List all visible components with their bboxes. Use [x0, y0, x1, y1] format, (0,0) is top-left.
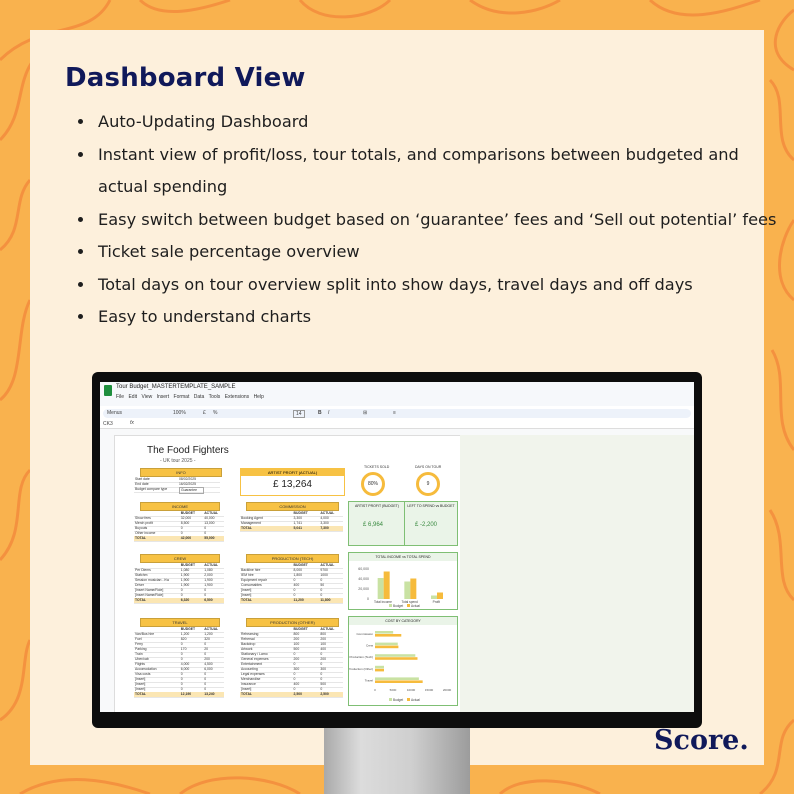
cost-by-category-chart [348, 616, 458, 706]
row-label: Fuel [135, 637, 142, 641]
cell-value[interactable]: 0 [180, 588, 183, 592]
travel-header: TRAVEL [140, 618, 220, 627]
chart-title: TOTAL INCOME vs TOTAL SPEND [349, 553, 457, 561]
cell-value[interactable]: 0 [204, 687, 207, 691]
production-other-header: PRODUCTION (OTHER) [246, 618, 339, 627]
cell-value[interactable]: 0 [180, 672, 183, 676]
row-label: TOTAL [241, 526, 252, 530]
cell-value[interactable]: 200 [293, 637, 300, 641]
cell-value[interactable]: 1,900 [180, 573, 190, 577]
budget-profit-value: £ 6,964 [363, 522, 384, 528]
cell-value[interactable]: 0 [204, 531, 207, 535]
cell-value[interactable]: BUDGET [180, 563, 196, 567]
row-label: Equipment repair [241, 578, 267, 582]
cell-value[interactable]: 0 [180, 682, 183, 686]
cell-value[interactable]: 4,000 [180, 662, 190, 666]
cell-value[interactable]: 0 [293, 662, 296, 666]
x-tick-label: 15000 [424, 688, 434, 692]
cell-value[interactable]: 55,000 [204, 536, 215, 540]
cell-value[interactable]: 1000 [320, 573, 328, 577]
income-header: INCOME [140, 502, 220, 511]
monitor-stand [324, 727, 470, 794]
left-to-spend-value: £ -2,200 [415, 522, 438, 528]
cell-value[interactable]: 6,000 [180, 667, 190, 671]
row-label: Driver [135, 583, 145, 587]
budget-profit-card [348, 501, 406, 546]
row-label: [Insert] [135, 687, 146, 691]
document-title[interactable]: Tour Budget_MASTERTEMPLATE_SAMPLE [116, 384, 236, 390]
cell-value[interactable]: 0 [180, 652, 183, 656]
cell-value[interactable]: 1,080 [180, 568, 190, 572]
row-label: Artwork [241, 647, 253, 651]
info-label: End date [135, 482, 149, 486]
cell-reference[interactable]: CK3 [103, 421, 113, 427]
info-table [134, 477, 220, 495]
row-label: TOTAL [241, 598, 252, 602]
sheets-logo-icon [104, 385, 112, 396]
row-label: Parking [135, 647, 147, 651]
bar-actual [384, 572, 390, 600]
artist-profit-card [240, 468, 345, 496]
cell-value[interactable]: ACTUAL [204, 563, 219, 567]
legend-label: Actual [411, 698, 420, 702]
row-label: Other income [135, 531, 156, 535]
cell-value[interactable]: 200 [293, 657, 300, 661]
row-label: Flights [135, 662, 145, 666]
row-label: Van/Bus hire [135, 632, 155, 636]
cell-value[interactable]: 6,500 [204, 598, 213, 602]
row-label: [Insert Name/Role] [135, 588, 164, 592]
cell-value[interactable]: 0 [180, 593, 183, 597]
row-label: Merchandise [241, 677, 261, 681]
row-label: IEM hire [241, 573, 254, 577]
cell-value[interactable]: 0 [320, 662, 323, 666]
table-row [240, 526, 343, 532]
percent-format-button[interactable]: % [213, 410, 218, 416]
chart-plot [349, 561, 457, 609]
row-label: Rehearsing [241, 632, 259, 636]
cell-value[interactable]: 42,000 [180, 536, 192, 540]
cell-value[interactable]: 1,900 [204, 578, 213, 582]
cell-value[interactable]: 4,500 [204, 662, 213, 666]
cell-value[interactable]: 800 [293, 632, 300, 636]
italic-icon[interactable]: I [328, 410, 330, 416]
info-header: INFO [140, 468, 222, 477]
bar-actual [375, 669, 384, 672]
cell-value[interactable]: 0 [320, 578, 323, 582]
row-label: Per Diems [135, 568, 151, 572]
cell-value[interactable]: ACTUAL [204, 627, 219, 631]
x-tick-label: 20000 [442, 688, 452, 692]
commission-header: COMMISSION [246, 502, 339, 511]
toolbar [103, 409, 691, 418]
row-label: Accomodation [135, 667, 157, 671]
borders-icon[interactable]: ⊞ [363, 410, 368, 416]
row-label: [Insert] [241, 687, 252, 691]
bar-budget [404, 582, 410, 600]
legend-label: Budget [393, 604, 404, 608]
row-label: Merch profit [135, 521, 153, 525]
cell-value[interactable]: 12,190 [180, 692, 192, 696]
info-label: Start date [135, 477, 150, 481]
x-tick-label: 10000 [406, 688, 416, 692]
align-icon[interactable]: ≡ [393, 410, 396, 416]
cell-value[interactable]: 0 [320, 593, 323, 597]
cell-value[interactable]: 6,000 [204, 667, 213, 671]
menu-extensions[interactable]: Extensions [224, 394, 250, 400]
menu-view[interactable]: View [141, 394, 153, 400]
tickets-sold-value: 80% [367, 481, 378, 487]
start-date-value[interactable]: 08/02/2025 [179, 477, 196, 481]
y-tick-label: 20,000 [358, 587, 369, 591]
cell-value[interactable]: 0 [180, 677, 183, 681]
table-row [134, 692, 224, 698]
cell-value[interactable]: 0 [180, 526, 183, 530]
tour-subtitle: - UK tour 2025 - [160, 458, 196, 464]
cell-value[interactable]: 400 [320, 647, 326, 651]
cell-value[interactable]: 0 [180, 642, 183, 646]
row-label: TOTAL [135, 692, 146, 696]
cell-value[interactable]: 100 [293, 642, 300, 646]
cell-value[interactable]: 0 [293, 652, 296, 656]
row-label: Visa costs [135, 672, 151, 676]
cell-value[interactable]: 0 [293, 593, 296, 597]
score-logo: Score. [654, 725, 749, 756]
cell-value[interactable]: 1,800 [293, 573, 303, 577]
chart-title: COST BY CATEGORY [349, 617, 457, 625]
cell-value[interactable]: 1,741 [293, 521, 303, 525]
cell-value[interactable]: 320 [204, 637, 210, 641]
cell-value[interactable]: 0 [320, 687, 323, 691]
row-label: Entertainment [241, 662, 263, 666]
cell-value[interactable]: 500 [293, 647, 300, 651]
cell-value[interactable]: ACTUAL [204, 511, 219, 515]
menu-file[interactable]: File [116, 394, 125, 400]
cell-value[interactable]: 9700 [320, 568, 328, 572]
cell-value[interactable]: 11,200 [293, 598, 304, 602]
cell-value[interactable]: 50 [320, 583, 325, 587]
artist-profit-value: £ 13,264 [273, 479, 312, 490]
budget-profit-label: ARTIST PROFIT (BUDGET) [355, 504, 399, 508]
menu-data[interactable]: Data [193, 394, 205, 400]
row-label: TOTAL [135, 598, 146, 602]
cell-value[interactable]: 4,000 [320, 516, 329, 520]
cell-value[interactable]: 170 [180, 647, 187, 651]
cell-value[interactable]: 0 [293, 677, 296, 681]
cell-value[interactable]: 20 [204, 647, 208, 651]
page-title: Dashboard View [65, 63, 306, 93]
cell-value[interactable]: 1,200 [180, 632, 190, 636]
row-label: Backline hire [241, 568, 261, 572]
row-label: Consumables [241, 583, 262, 587]
monitor [92, 372, 702, 728]
cell-value[interactable]: 0 [293, 588, 296, 592]
production-tech-table [240, 563, 343, 603]
cell-value[interactable]: 0 [180, 657, 183, 661]
table-row [240, 692, 343, 698]
info-label: Budget compare type [135, 487, 168, 491]
income-vs-spend-chart [348, 552, 458, 610]
cell-value[interactable]: ACTUAL [320, 511, 335, 515]
cell-value[interactable]: 0 [204, 672, 207, 676]
end-date-value[interactable]: 16/02/2025 [179, 482, 196, 486]
y-tick-label: Production (Tech) [349, 655, 373, 660]
cell-value[interactable]: 0 [180, 687, 183, 691]
cell-value[interactable]: 1,080 [204, 568, 213, 572]
cell-value[interactable]: 0 [204, 642, 207, 646]
bar-budget [375, 643, 398, 646]
cell-value[interactable]: BUDGET [180, 511, 196, 515]
row-label: Buyouts [135, 526, 148, 530]
row-label: [Insert] [241, 588, 252, 592]
commission-table [240, 511, 343, 531]
currency-format-button[interactable]: £ [203, 410, 206, 416]
menu-format[interactable]: Format [173, 394, 190, 400]
cell-value[interactable]: ACTUAL [320, 563, 335, 567]
row-label: Insurance [241, 682, 256, 686]
left-to-spend-card [404, 501, 458, 546]
budget-compare-dropdown[interactable]: Guarantee [179, 487, 204, 494]
cell-value[interactable]: 13,240 [204, 692, 215, 696]
cell-value[interactable]: 7,300 [320, 526, 329, 530]
row-label: [Insert Name/Role] [135, 593, 164, 597]
cell-value[interactable]: 300 [293, 667, 300, 671]
bar-actual [437, 593, 443, 600]
cell-value[interactable]: 13,000 [204, 521, 215, 525]
crew-table [134, 563, 224, 603]
table-row [134, 536, 224, 542]
row-headers [100, 435, 115, 712]
menu-edit[interactable]: Edit [128, 394, 138, 400]
cell-value[interactable]: 8,500 [180, 521, 190, 525]
cell-value[interactable]: BUDGET [293, 511, 308, 515]
cell-value[interactable]: 0 [204, 652, 207, 656]
legend-swatch [389, 604, 392, 607]
legend-swatch [407, 604, 410, 607]
bar-actual [410, 579, 416, 600]
cell-value[interactable]: 2,500 [293, 692, 303, 696]
row-label: Uber/cab [135, 657, 149, 661]
feature-item: • Auto-Updating Dashboard [95, 106, 785, 139]
row-label: Legal expenses [241, 672, 265, 676]
cell-value[interactable]: 0 [204, 593, 207, 597]
formula-bar [100, 420, 694, 429]
y-tick-label: Crew [365, 643, 373, 648]
feature-item: • Easy switch between budget based on ‘guarantee’ fees and ‘Sell out potential’ fees [95, 204, 785, 237]
y-tick-label: Production (Other) [349, 666, 373, 671]
bar-budget [431, 596, 437, 600]
crew-header: CREW [140, 554, 220, 563]
x-tick-label: Total income [374, 600, 392, 604]
income-table [134, 511, 224, 541]
cell-value[interactable]: 820 [180, 637, 187, 641]
search-menus-button[interactable]: Menus [107, 410, 123, 416]
artist-profit-label: ARTIST PROFIT (ACTUAL) [241, 469, 344, 476]
cell-value[interactable]: 1,900 [180, 583, 190, 587]
legend-label: Actual [411, 604, 420, 608]
row-label: Session musician - Kw [135, 578, 170, 582]
bar-actual [375, 634, 401, 637]
cell-value[interactable]: 0 [320, 588, 323, 592]
cell-value[interactable]: 0 [293, 687, 296, 691]
x-tick-label: Total spend [401, 600, 418, 604]
zoom-select[interactable]: 100% [173, 410, 186, 416]
row-label: General expenses [241, 657, 269, 661]
cell-value[interactable]: 0 [320, 652, 323, 656]
font-size-input[interactable]: 14 [293, 410, 305, 418]
cell-value[interactable]: 0 [320, 677, 323, 681]
menu-insert[interactable]: Insert [156, 394, 170, 400]
cell-value[interactable]: 0 [180, 531, 183, 535]
row-label: Rehersal [241, 637, 255, 641]
row-label: Backdrop [241, 642, 256, 646]
spreadsheet-screen [100, 382, 694, 712]
row-label: Ferry [135, 642, 143, 646]
band-title: The Food Fighters [147, 445, 229, 456]
table-row [134, 598, 224, 604]
cell-value[interactable]: 0 [204, 682, 207, 686]
menu-help[interactable]: Help [253, 394, 264, 400]
bar-budget [375, 666, 384, 669]
cell-value[interactable]: 0 [293, 672, 296, 676]
cell-value[interactable]: 400 [293, 583, 300, 587]
empty-sheet-area [460, 435, 694, 712]
table-row [240, 598, 343, 604]
chart-plot [349, 625, 457, 705]
bar-budget [375, 677, 419, 680]
menu-tools[interactable]: Tools [208, 394, 221, 400]
cell-value[interactable]: 400 [293, 682, 300, 686]
tickets-sold-label: TICKETS SOLD [364, 465, 390, 469]
days-on-tour-label: DAYS ON TOUR [415, 465, 442, 469]
row-label: [Insert] [135, 677, 146, 681]
tickets-sold-ring [361, 472, 385, 496]
cell-value[interactable]: 5,041 [293, 526, 303, 530]
bar-actual [375, 657, 417, 660]
feature-item: • Ticket sale percentage overview [95, 236, 785, 269]
cell-value[interactable]: 0 [204, 526, 207, 530]
cell-value[interactable]: 100 [320, 642, 326, 646]
feature-item: • Total days on tour overview split into show days, travel days and off days [95, 269, 785, 302]
cell-value[interactable]: 3,300 [320, 521, 329, 525]
production-tech-header: PRODUCTION (TECH) [246, 554, 339, 563]
y-tick-label: 60,000 [358, 567, 369, 571]
cell-value[interactable]: ACTUAL [320, 627, 335, 631]
row-label: Booking Agent [241, 516, 263, 520]
bar-budget [378, 578, 384, 599]
left-to-spend-label: LEFT TO SPEND vs BUDGET [407, 504, 455, 508]
feature-item: • Instant view of profit/loss, tour totals, and comparisons between budgeted and actual spending [95, 139, 785, 204]
fx-icon: fx [130, 420, 134, 426]
bar-budget [375, 631, 393, 634]
y-tick-label: 0 [367, 597, 369, 601]
cell-value[interactable]: 1,900 [180, 578, 190, 582]
cell-value[interactable]: 0 [293, 578, 296, 582]
cell-value[interactable]: 32,000 [180, 516, 192, 520]
cell-value[interactable]: 300 [320, 667, 326, 671]
menu-bar [116, 394, 264, 400]
feature-item: • Easy to understand charts [95, 301, 785, 334]
legend-swatch [389, 698, 392, 701]
cell-value[interactable]: 3,300 [293, 516, 303, 520]
cell-value[interactable]: 40,000 [204, 516, 215, 520]
cell-value[interactable]: 0 [204, 588, 207, 592]
row-label: Stafchm [135, 573, 148, 577]
cell-value[interactable]: 800 [320, 632, 326, 636]
days-on-tour-ring [416, 472, 440, 496]
row-label: Train [135, 652, 143, 656]
feature-list [74, 106, 785, 334]
days-on-tour-value: 9 [426, 481, 430, 487]
y-tick-label: 40,000 [358, 577, 369, 581]
cell-value[interactable]: 1,200 [204, 632, 213, 636]
cell-value[interactable]: 200 [320, 657, 326, 661]
y-tick-label: Commission [356, 632, 373, 636]
row-label: Stationary / Lamo [241, 652, 268, 656]
row-label: Show fees [135, 516, 151, 520]
cell-value[interactable]: 2,000 [204, 573, 213, 577]
row-label: Management [241, 521, 261, 525]
cell-value[interactable]: 11,800 [320, 598, 331, 602]
legend-swatch [407, 698, 410, 701]
bold-icon[interactable]: B [318, 410, 322, 416]
bar-actual [375, 646, 398, 649]
row-label: TOTAL [135, 536, 146, 540]
y-tick-label: Travel [364, 678, 373, 683]
cell-value[interactable]: BUDGET [293, 563, 308, 567]
cell-value[interactable]: 8,000 [293, 568, 303, 572]
row-label: TOTAL [241, 692, 252, 696]
title-bar [100, 382, 694, 406]
cell-value[interactable]: 6,320 [180, 598, 190, 602]
cell-value[interactable]: 2,500 [320, 692, 329, 696]
bar-actual [375, 680, 423, 683]
cell-value[interactable]: 0 [204, 677, 207, 681]
cell-value[interactable]: 200 [204, 657, 210, 661]
cell-value[interactable]: 200 [320, 637, 326, 641]
x-tick-label: Profit [432, 600, 441, 604]
cell-value[interactable]: BUDGET [180, 627, 196, 631]
x-tick-label: 5000 [389, 688, 397, 692]
production-other-table [240, 627, 343, 697]
cell-value[interactable]: 1,900 [204, 583, 213, 587]
row-label: [Insert] [241, 593, 252, 597]
travel-table [134, 627, 224, 697]
x-tick-label: 0 [374, 688, 376, 692]
cell-value[interactable]: 500 [320, 682, 326, 686]
legend-label: Budget [393, 698, 404, 702]
bar-budget [375, 654, 415, 657]
row-label: Accounting [241, 667, 258, 671]
row-label: [Insert] [135, 682, 146, 686]
cell-value[interactable]: 0 [320, 672, 323, 676]
cell-value[interactable]: BUDGET [293, 627, 308, 631]
